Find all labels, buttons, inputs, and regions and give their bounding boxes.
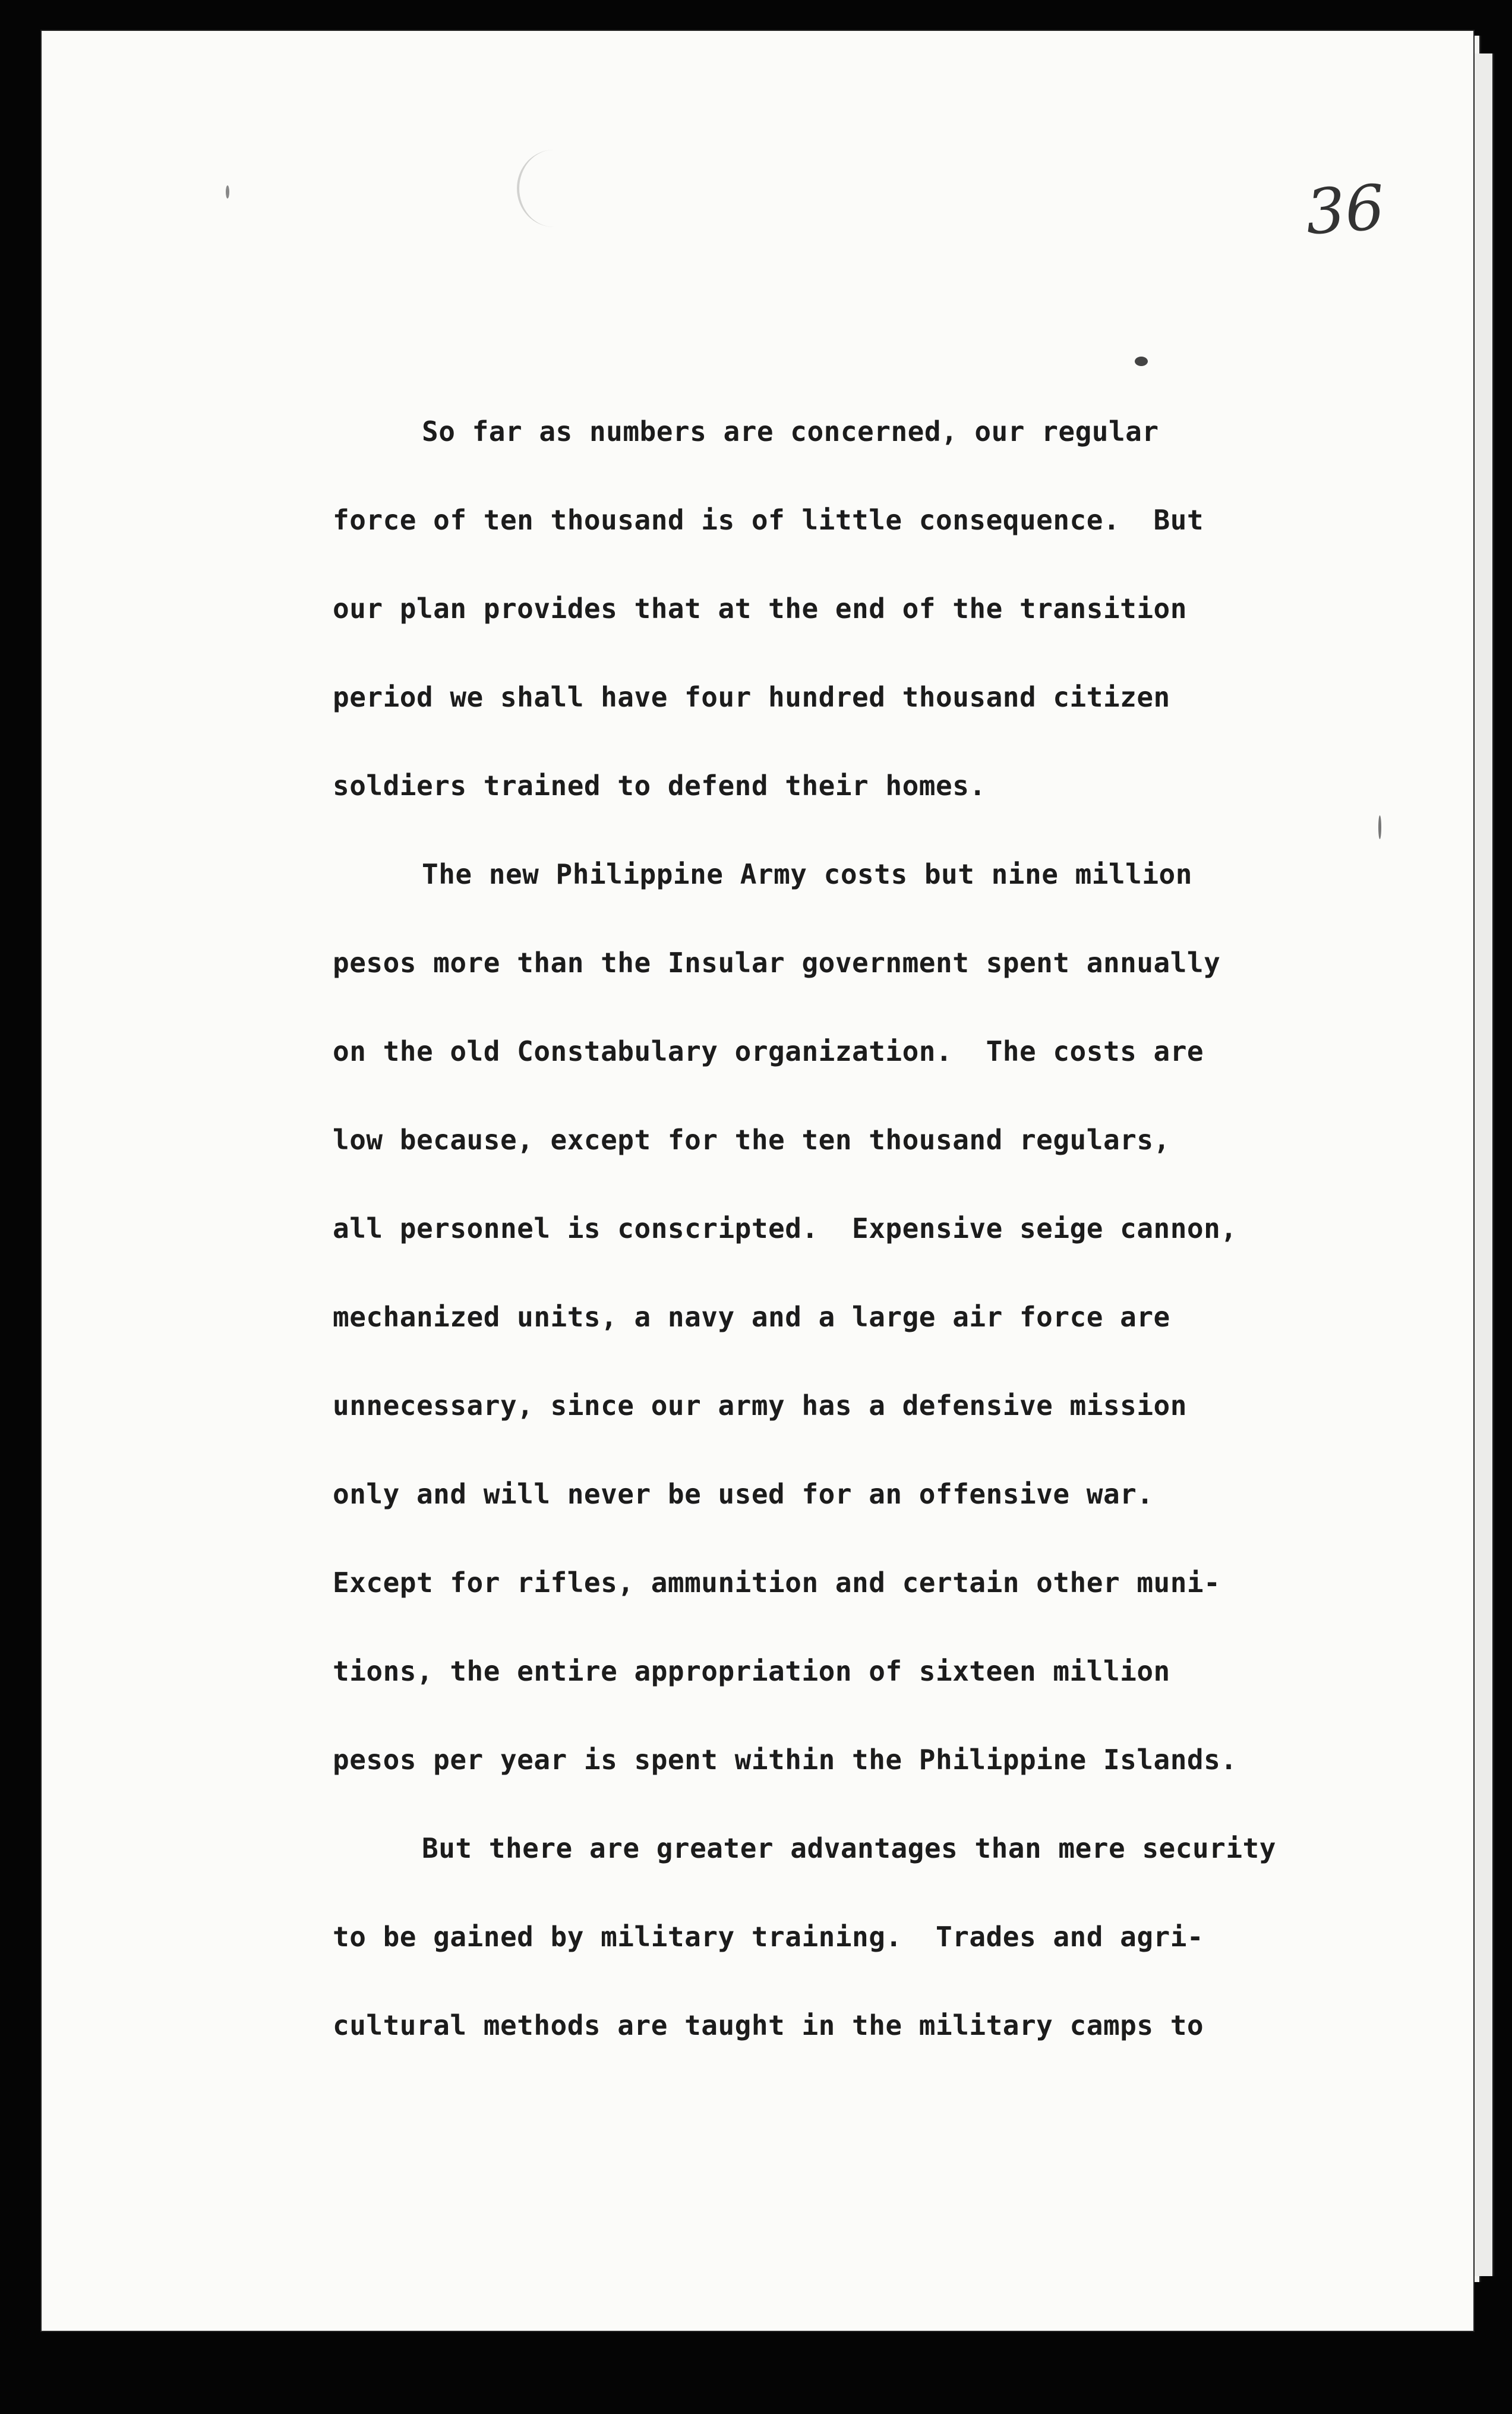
pencil-mark [517, 150, 591, 227]
text-line: But there are greater advantages than mere security [422, 1832, 1276, 1864]
text-line: cultural methods are taught in the military camps to [333, 2009, 1204, 2041]
text-line: only and will never be used for an offensive war. [333, 1478, 1154, 1510]
text-line: our plan provides that at the end of the transition [333, 593, 1187, 625]
margin-mark [226, 185, 229, 198]
text-line: The new Philippine Army costs but nine million [422, 858, 1192, 890]
text-line: period we shall have four hundred thousand citizen [333, 681, 1170, 713]
text-line: unnecessary, since our army has a defensive mission [333, 1389, 1187, 1422]
text-line: soldiers trained to defend their homes. [333, 770, 986, 802]
text-line: all personnel is conscripted. Expensive seige cannon, [333, 1212, 1238, 1244]
text-line: So far as numbers are concerned, our regular [422, 415, 1159, 447]
text-line: on the old Constabulary organization. The costs are [333, 1035, 1204, 1067]
document-page [42, 31, 1473, 2331]
text-line: to be gained by military training. Trades and agri- [333, 1921, 1204, 1953]
text-line: Except for rifles, ammunition and certain other muni- [333, 1567, 1221, 1599]
text-line: mechanized units, a navy and a large air force are [333, 1301, 1170, 1333]
ink-speck [1135, 357, 1148, 366]
text-line: force of ten thousand is of little consequence. But [333, 504, 1204, 536]
page-number: 36 [1303, 171, 1387, 249]
typed-text-body [333, 387, 1414, 2070]
text-line: tions, the entire appropriation of sixteen million [333, 1655, 1170, 1687]
text-line: pesos per year is spent within the Philippine Islands. [333, 1744, 1238, 1776]
text-line: pesos more than the Insular government spent annually [333, 947, 1221, 979]
text-line: low because, except for the ten thousand regulars, [333, 1124, 1170, 1156]
